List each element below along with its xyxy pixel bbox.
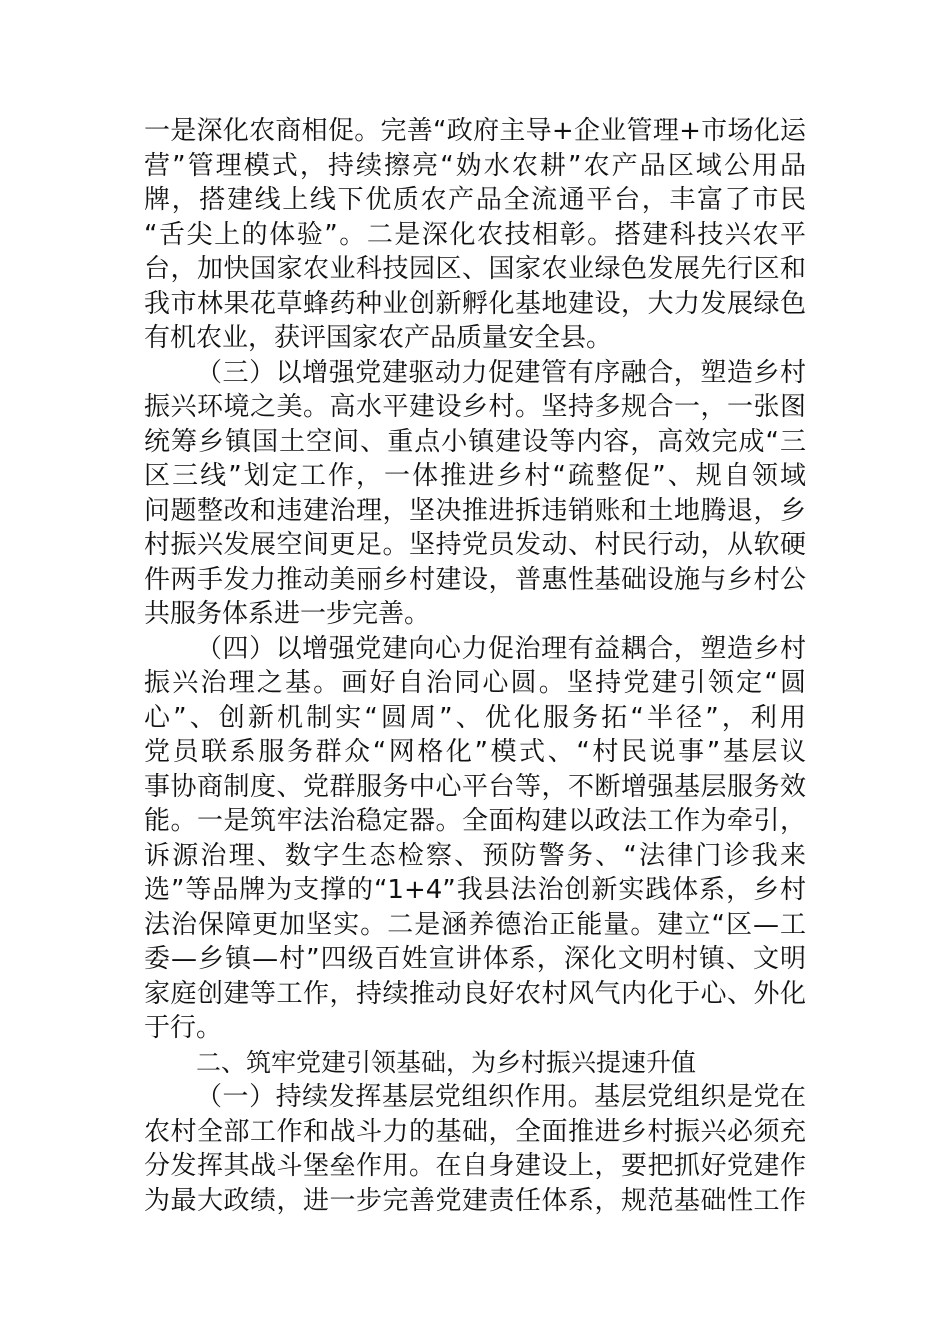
- text-line: 心”、创新机制实“圆周”、优化服务拓“半径”，利用: [144, 702, 806, 733]
- paragraph-agri-commerce: [144, 114, 806, 356]
- text-line: 台，加快国家农业科技园区、国家农业绿色发展先行区和: [144, 254, 806, 284]
- text-line: 法治保障更加坚实。二是涵养德治正能量。建立“区—工: [144, 909, 806, 940]
- text-line: 村振兴发展空间更足。坚持党员发动、村民行动，从软硬: [144, 530, 806, 560]
- text-line: 营”管理模式，持续擦亮“妫水农耕”农产品区域公用品: [144, 150, 806, 181]
- text-line: 诉源治理、数字生态检察、预防警务、“法律门诊我来: [144, 840, 806, 871]
- text-line: 党员联系服务群众“网格化”模式、“村民说事”基层议: [144, 737, 806, 767]
- text-line: 能。一是筑牢法治稳定器。全面构建以政法工作为牵引，: [144, 806, 806, 836]
- text-line: 委—乡镇—村”四级百姓宣讲体系，深化文明村镇、文明: [144, 944, 806, 974]
- paragraph-section-three: [144, 356, 806, 632]
- text-line: （一）持续发挥基层党组织作用。基层党组织是党在: [196, 1082, 806, 1112]
- text-line: 为最大政绩，进一步完善党建责任体系，规范基础性工作: [144, 1185, 806, 1216]
- text-line: 振兴环境之美。高水平建设乡村。坚持多规合一，一张图: [144, 392, 806, 422]
- paragraph-grassroots-party: [144, 1080, 806, 1218]
- text-line: 有机农业，获评国家农产品质量安全县。: [144, 323, 613, 353]
- text-line: “舌尖上的体验”。二是深化农技相彰。搭建科技兴农平: [144, 219, 806, 250]
- text-line: 一是深化农商相促。完善“政府主导+企业管理+市场化运: [144, 116, 806, 146]
- text-line: 选”等品牌为支撑的“1+4”我县法治创新实践体系，乡村: [144, 875, 806, 905]
- text-line: 于行。: [144, 1013, 223, 1043]
- document-body: [144, 114, 806, 1218]
- text-line: 统筹乡镇国土空间、重点小镇建设等内容，高效完成“三: [144, 426, 806, 457]
- heading-text: 二、筑牢党建引领基础，为乡村振兴提速升值: [196, 1047, 697, 1077]
- section-heading: [144, 1046, 806, 1081]
- text-line: 区三线”划定工作，一体推进乡村“疏整促”、规自领域: [144, 461, 806, 491]
- text-line: 事协商制度、党群服务中心平台等，不断增强基层服务效: [144, 771, 806, 802]
- text-line: 我市林果花草蜂药种业创新孵化基地建设，大力发展绿色: [144, 288, 806, 319]
- text-line: 振兴治理之基。画好自治同心圆。坚持党建引领定“圆: [144, 668, 806, 698]
- text-line: 问题整改和违建治理，坚决推进拆违销账和土地腾退，乡: [144, 495, 806, 526]
- text-line: （四）以增强党建向心力促治理有益耦合，塑造乡村: [196, 633, 806, 664]
- text-line: 件两手发力推动美丽乡村建设，普惠性基础设施与乡村公: [144, 564, 806, 595]
- text-line: 分发挥其战斗堡垒作用。在自身建设上，要把抓好党建作: [144, 1151, 806, 1181]
- paragraph-section-four: [144, 632, 806, 1046]
- text-line: 农村全部工作和战斗力的基础，全面推进乡村振兴必须充: [144, 1116, 806, 1147]
- text-line: 牌，搭建线上线下优质农产品全流通平台，丰富了市民: [144, 185, 806, 215]
- text-line: 家庭创建等工作，持续推动良好农村风气内化于心、外化: [144, 978, 806, 1009]
- text-line: （三）以增强党建驱动力促建管有序融合，塑造乡村: [196, 357, 806, 388]
- text-line: 共服务体系进一步完善。: [144, 599, 431, 629]
